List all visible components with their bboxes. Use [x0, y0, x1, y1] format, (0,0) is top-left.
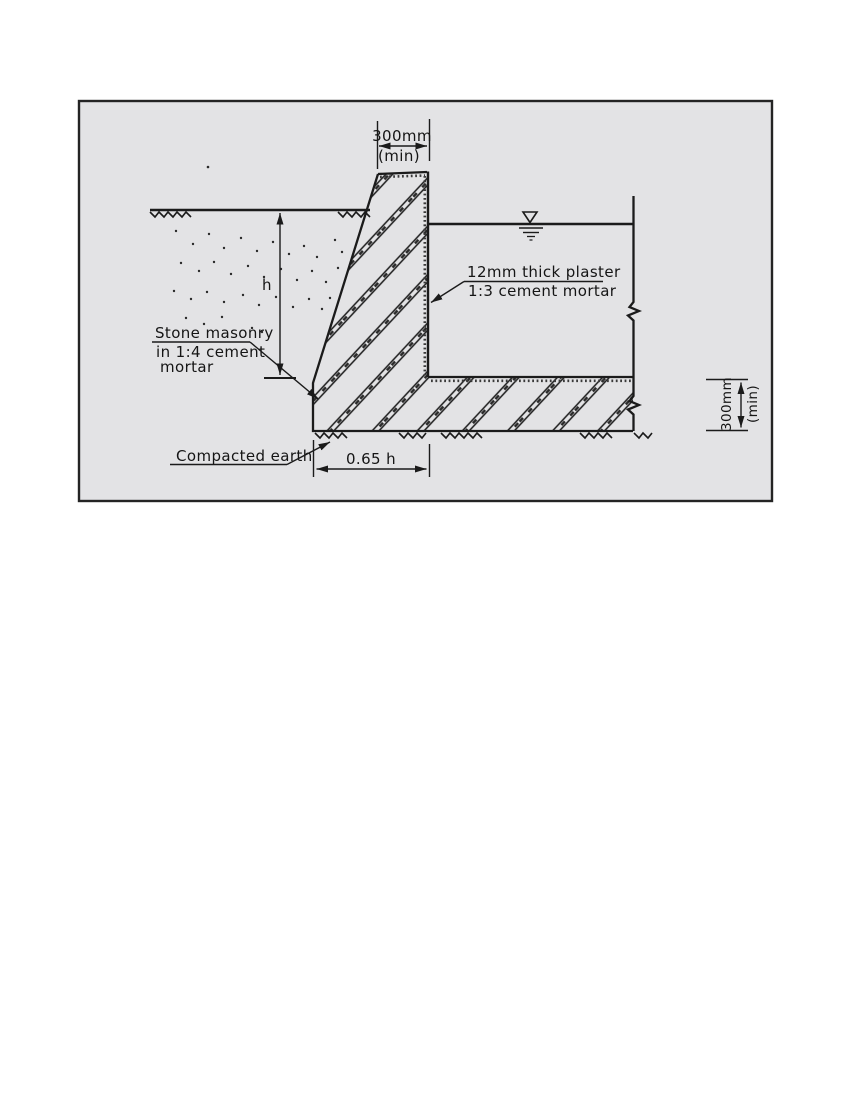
plaster-label-line1: 12mm thick plaster [467, 263, 621, 281]
masonry-label-line3: mortar [160, 358, 214, 376]
base-width-value: 0.65 h [345, 450, 397, 468]
masonry-label-line2: in 1:4 cement [156, 343, 266, 361]
height-value: h [262, 276, 272, 294]
earth-label-text: Compacted earth [176, 447, 313, 465]
top-width-qualifier: (min) [378, 147, 420, 165]
base-thickness-qualifier: (min) [745, 385, 761, 423]
plaster-label-line2: 1:3 cement mortar [468, 282, 617, 300]
masonry-label-line1: Stone masonry [155, 324, 274, 342]
base-thickness-value: 300mm [719, 376, 735, 432]
top-width-value: 300mm [372, 127, 432, 145]
